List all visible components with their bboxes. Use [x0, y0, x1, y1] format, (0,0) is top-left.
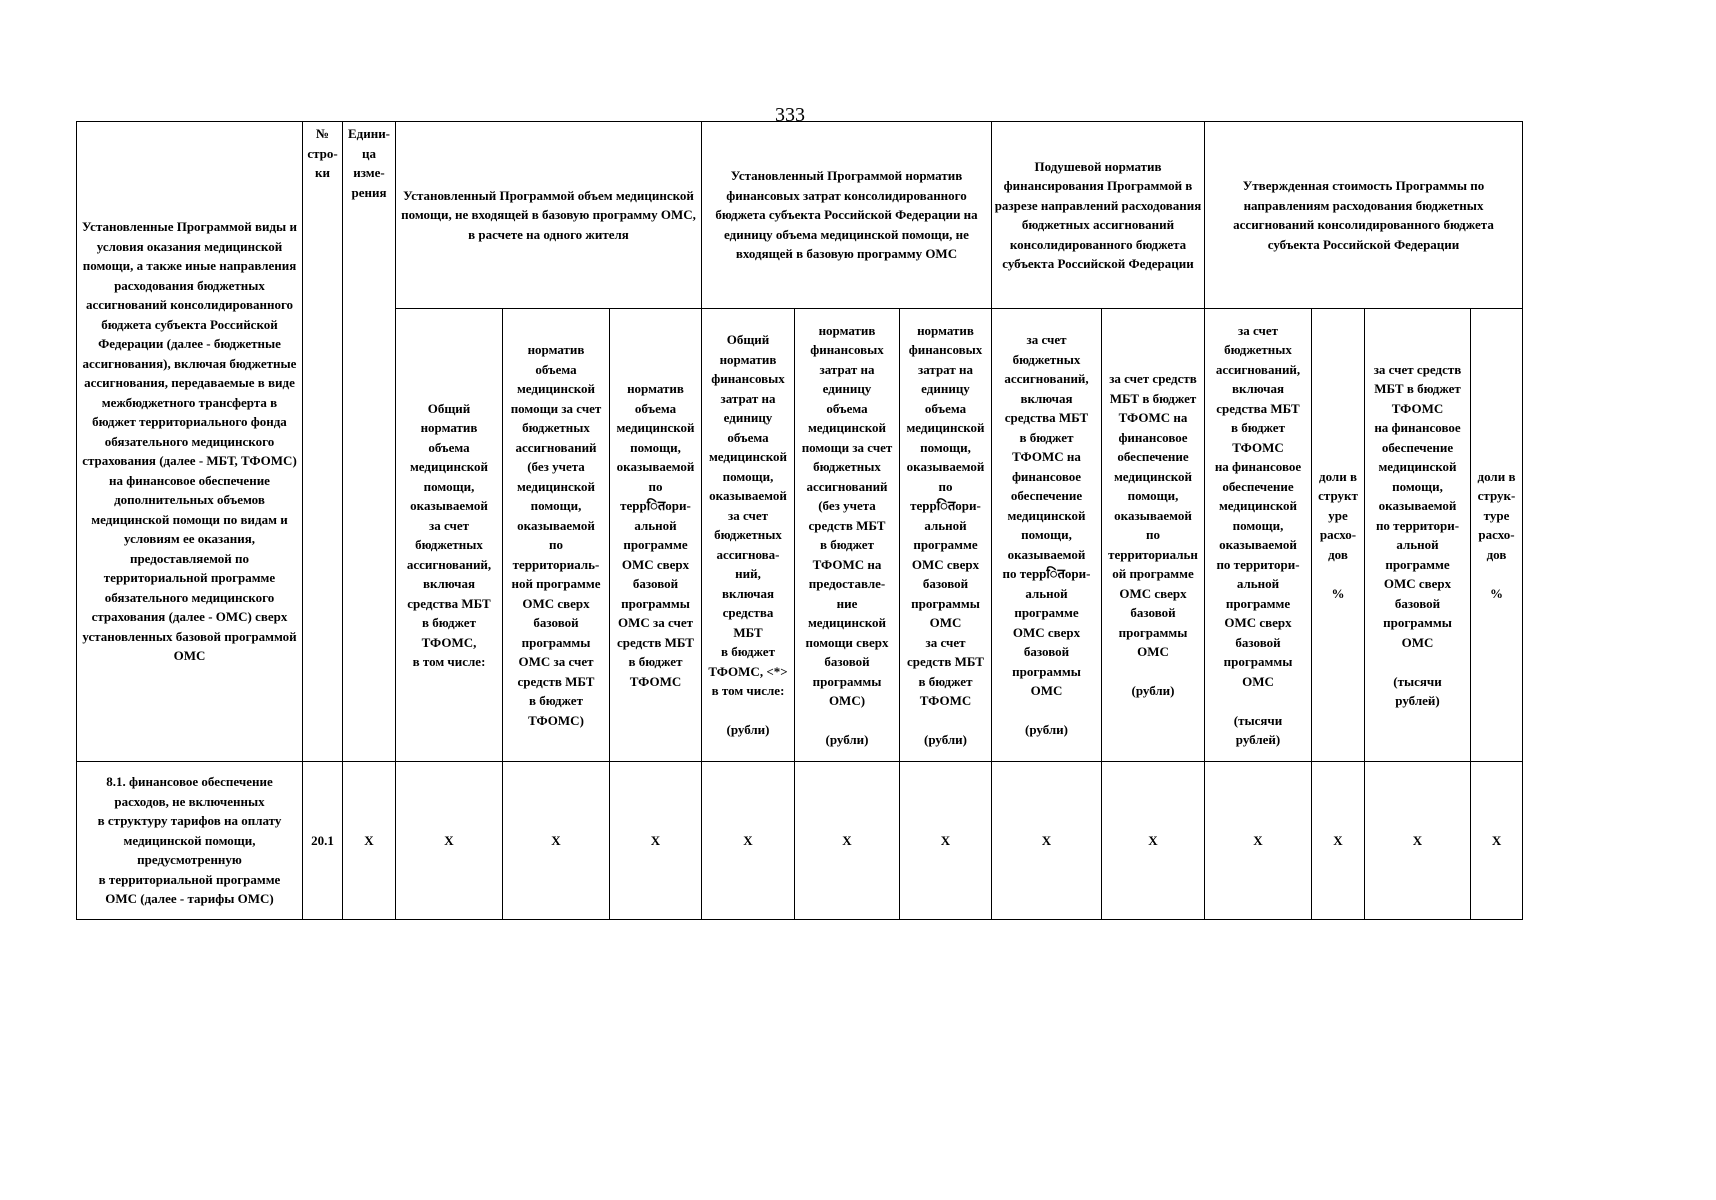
- subheader-budget-volume-norm: норматив объема медицинской помощи за счет бюджетных ассигнований (без учета медицинской помощи, оказываемой по территориаль- ной программе ОМС сверх базовой программы ОМС за счет средств МБТ в бюджет ТФОМС): [503, 309, 610, 762]
- table-row: [77, 762, 1523, 920]
- header-group-cost-norm: Установленный Программой норматив финансовых затрат консолидированного бюджета субъекта Российской Федерации на единицу объема медицинской помощи, не входящей в базовую программу ОМС: [702, 122, 992, 309]
- row-line-number: 20.1: [303, 762, 343, 920]
- table-cell: Х: [343, 762, 396, 920]
- subheader-mbt-cost-norm: норматив финансовых затрат на единицу объема медицинской помощи, оказываемой по террितори- альной программе ОМС сверх базовой программы ОМС за счет средств МБТ в бюджет ТФОМС (рубли): [900, 309, 992, 762]
- header-unit: Едини- ца изме- рения: [343, 122, 396, 762]
- table-cell: Х: [503, 762, 610, 920]
- subheader-budget-cost-norm: норматив финансовых затрат на единицу объема медицинской помощи за счет бюджетных ассигнований (без учета средств МБТ в бюджет ТФОМС на предоставле- ние медицинской помощи сверх базовой программы ОМС) (рубли): [795, 309, 900, 762]
- page-number: 333: [775, 104, 805, 126]
- table-cell: Х: [900, 762, 992, 920]
- table-cell: Х: [610, 762, 702, 920]
- table-cell: Х: [1312, 762, 1365, 920]
- subheader-mbt-volume-norm: норматив объема медицинской помощи, оказываемой по террितори- альной программе ОМС сверх базовой программы ОМС за счет средств МБТ в бюджет ТФОМС: [610, 309, 702, 762]
- table-cell: Х: [1365, 762, 1471, 920]
- subheader-per-capita-mbt: за счет средств МБТ в бюджет ТФОМС на финансовое обеспечение медицинской помощи, оказываемой по территориальн ой программе ОМС сверх базовой программы ОМС (рубли): [1102, 309, 1205, 762]
- subheader-per-capita-budget: за счет бюджетных ассигнований, включая средства МБТ в бюджет ТФОМС на финансовое обеспечение медицинской помощи, оказываемой по террितори- альной программе ОМС сверх базовой программы ОМС (рубли): [992, 309, 1102, 762]
- subheader-approved-budget-share: доли в структ уре расхо- дов %: [1312, 309, 1365, 762]
- table-cell: Х: [1471, 762, 1523, 920]
- subheader-approved-mbt-share: доли в струк- туре расхо- дов %: [1471, 309, 1523, 762]
- table-cell: Х: [795, 762, 900, 920]
- subheader-approved-budget: за счет бюджетных ассигнований, включая средства МБТ в бюджет ТФОМС на финансовое обеспечение медицинской помощи, оказываемой по территори- альной программе ОМС сверх базовой программы ОМС (тысячи рублей): [1205, 309, 1312, 762]
- header-group-approved-cost: Утвержденная стоимость Программы по направлениям расходования бюджетных ассигнований консолидированного бюджета субъекта Российской Федерации: [1205, 122, 1523, 309]
- header-program-types: Установленные Программой виды и условия оказания медицинской помощи, а также иные направления расходования бюджетных ассигнований консолидированного бюджета субъекта Российской Федерации (далее - бюджетные ассигнования), включая бюджетные ассигнования, передаваемые в виде межбюджетного трансферта в бюджет территориального фонда обязательного медицинского страхования (далее - МБТ, ТФОМС) на финансовое обеспечение дополнительных объемов медицинской помощи по видам и условиям ее оказания, предоставляемой по территориальной программе обязательного медицинского страхования (далее - ОМС) сверх установленных базовой программой ОМС: [77, 122, 303, 762]
- table-cell: Х: [992, 762, 1102, 920]
- subheader-total-cost-norm: Общий норматив финансовых затрат на единицу объема медицинской помощи, оказываемой за счет бюджетных ассигнова- ний, включая средства МБТ в бюджет ТФОМС, <*> в том числе: (рубли): [702, 309, 795, 762]
- table-cell: Х: [702, 762, 795, 920]
- program-cost-table: [76, 121, 1523, 920]
- table-cell: Х: [396, 762, 503, 920]
- header-group-per-capita: Подушевой норматив финансирования Программой в разрезе направлений расходования бюджетных ассигнований консолидированного бюджета субъекта Российской Федерации: [992, 122, 1205, 309]
- header-line-number: № стро- ки: [303, 122, 343, 762]
- table-cell: Х: [1205, 762, 1312, 920]
- row-label: 8.1. финансовое обеспечение расходов, не включенных в структуру тарифов на оплату медицинской помощи, предусмотренную в территориальной программе ОМС (далее - тарифы ОМС): [77, 762, 303, 920]
- table-cell: Х: [1102, 762, 1205, 920]
- header-group-volume: Установленный Программой объем медицинской помощи, не входящей в базовую программу ОМС, в расчете на одного жителя: [396, 122, 702, 309]
- subheader-approved-mbt: за счет средств МБТ в бюджет ТФОМС на финансовое обеспечение медицинской помощи, оказываемой по территори- альной программе ОМС сверх базовой программы ОМС (тысячи рублей): [1365, 309, 1471, 762]
- subheader-total-volume-norm: Общий норматив объема медицинской помощи, оказываемой за счет бюджетных ассигнований, включая средства МБТ в бюджет ТФОМС, в том числе:: [396, 309, 503, 762]
